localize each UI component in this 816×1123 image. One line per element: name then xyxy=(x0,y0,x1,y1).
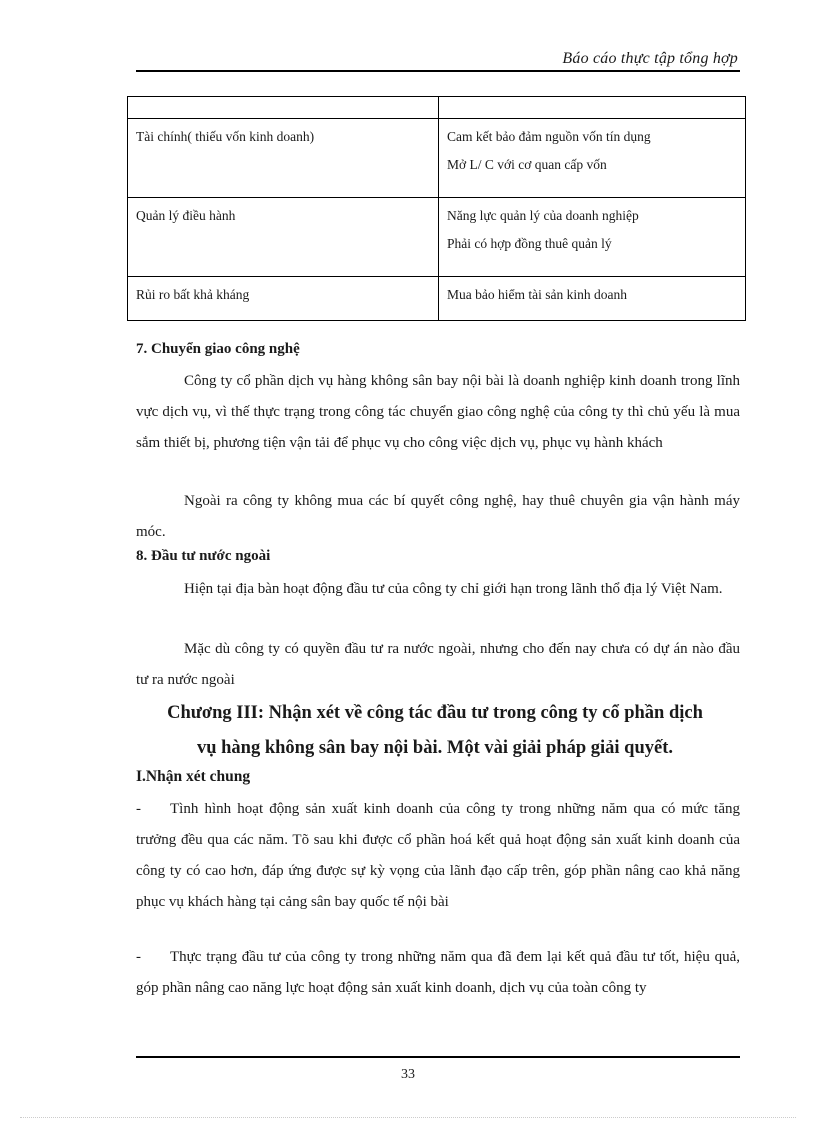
table-row xyxy=(128,97,746,119)
bullet-dash: - xyxy=(136,949,141,965)
header-title: Báo cáo thực tập tổng hợp xyxy=(562,50,738,67)
section-I-heading: I.Nhận xét chung xyxy=(136,768,251,785)
table-cell-solution xyxy=(439,198,746,277)
bullet-dash: - xyxy=(136,801,141,817)
table-row xyxy=(128,198,746,277)
page-number: 33 xyxy=(401,1067,415,1082)
bullet-item-1 xyxy=(136,794,740,918)
section-7-paragraph-2: Ngoài ra công ty không mua các bí quyết công nghệ, hay thuê chuyên gia vận hành máy móc. xyxy=(136,493,740,540)
table-cell-risk: Tài chính( thiếu vốn kinh doanh) xyxy=(128,119,439,198)
section-8-paragraph-1: Hiện tại địa bàn hoạt động đầu tư của công ty chỉ giới hạn trong lãnh thổ địa lý Việt Nam. xyxy=(184,581,723,597)
table-cell-risk: Quản lý điều hành xyxy=(128,198,439,277)
table-row xyxy=(128,119,746,198)
bullet-text: Tình hình hoạt động sản xuất kinh doanh của công ty trong những năm qua có mức tăng trưởng đều qua các năm. Tõ sau khi được cổ phần hoá kết quả hoạt động sản xuất kinh doanh của công ty có cao hơn, đáp ứng được sự kỳ vọng của lãnh đạo cấp trên, góp phần nâng cao khả năng phục vụ khách hàng tại cảng sân bay quốc tế nội bài xyxy=(136,801,740,910)
table-cell-solution xyxy=(439,277,746,321)
table-row xyxy=(128,277,746,321)
section-7-paragraph-1: Công ty cổ phần dịch vụ hàng không sân bay nội bài là doanh nghiệp kinh doanh trong lĩnh vực dịch vụ, vì thế thực trạng trong công tác chuyển giao công nghệ của công ty thì chủ yếu là mua sắm thiết bị, phương tiện vận tải để phục vụ cho công việc dịch vụ, phục vụ hành khách xyxy=(136,373,740,451)
bullet-item-2 xyxy=(136,942,740,1004)
table-cell-risk: Rủi ro bất khả kháng xyxy=(128,277,439,321)
section-7-heading: 7. Chuyển giao công nghệ xyxy=(136,341,300,357)
chapter-title-line-2: vụ hàng không sân bay nội bài. Một vài giải pháp giải quyết. xyxy=(196,738,673,758)
solution-line: Mua bảo hiểm tài sản kinh doanh xyxy=(447,287,627,302)
solution-line: Phải có hợp đồng thuê quản lý xyxy=(447,236,612,251)
table-cell-risk xyxy=(128,97,439,119)
solution-line: Năng lực quản lý của doanh nghiệp xyxy=(447,208,639,223)
section-8-paragraph-2: Mặc dù công ty có quyền đầu tư ra nước ngoài, nhưng cho đến nay chưa có dự án nào đầu tư ra nước ngoài xyxy=(136,641,740,688)
section-8-heading: 8. Đầu tư nước ngoài xyxy=(136,548,271,564)
table-cell-solution xyxy=(439,97,746,119)
table-cell-solution xyxy=(439,119,746,198)
solution-line: Cam kết bảo đảm nguồn vốn tín dụng xyxy=(447,129,651,144)
chapter-title-line-1: Chương III: Nhận xét về công tác đầu tư trong công ty cổ phần dịch xyxy=(167,703,703,723)
bullet-text: Thực trạng đầu tư của công ty trong những năm qua đã đem lại kết quả đầu tư tốt, hiệu quả, góp phần nâng cao năng lực hoạt động sản xuất kinh doanh, dịch vụ của toàn công ty xyxy=(136,949,740,996)
footer-rule xyxy=(136,1056,740,1058)
page-edge xyxy=(20,1117,796,1118)
risk-table xyxy=(127,96,746,321)
solution-line: Mở L/ C với cơ quan cấp vốn xyxy=(447,157,607,172)
header-rule xyxy=(136,70,740,72)
